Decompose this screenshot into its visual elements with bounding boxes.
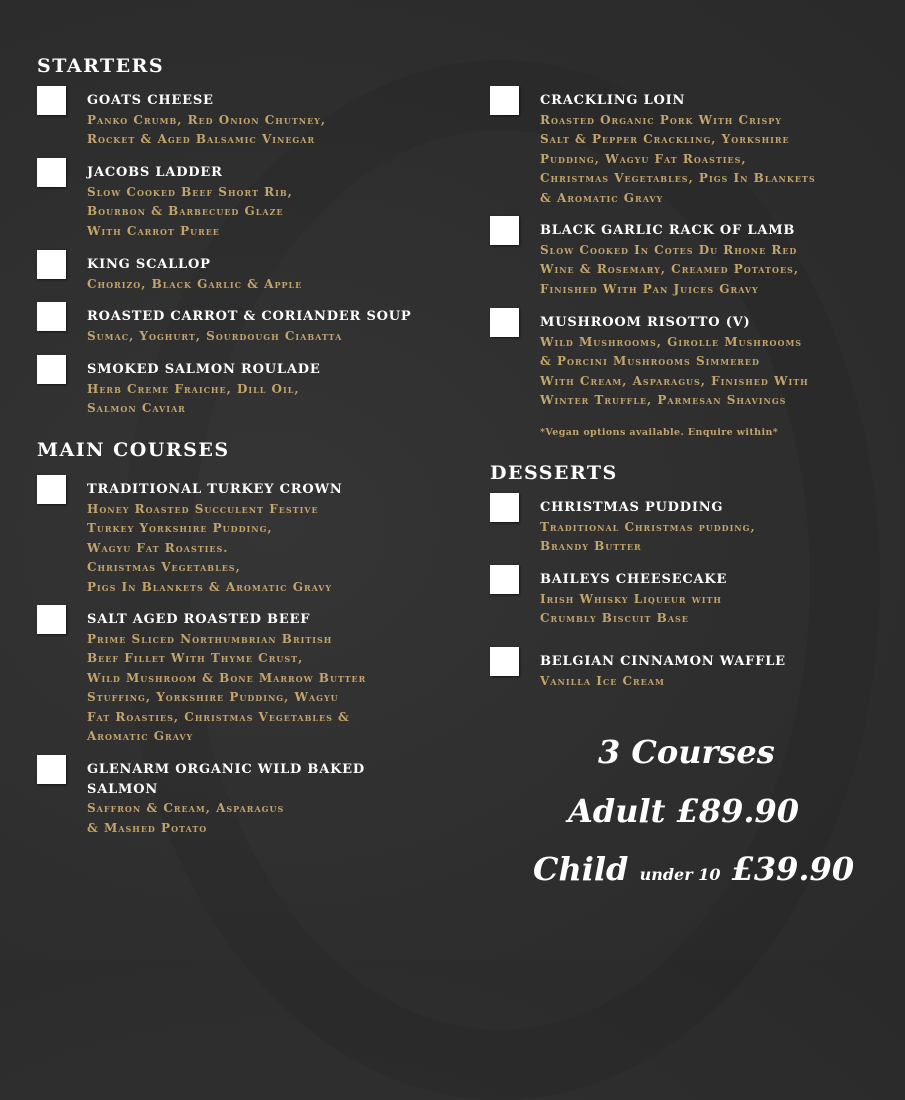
item-name: CHRISTMAS PUDDING bbox=[540, 500, 724, 515]
item-name: JACOBS LADDER bbox=[87, 165, 223, 180]
item-description: Saffron & Cream, Asparagus & Mashed Potato bbox=[87, 801, 285, 835]
item-description: Herb Creme Fraiche, Dill Oil, Salmon Caviar bbox=[87, 381, 300, 415]
menu-item bbox=[540, 498, 885, 557]
item-name: TRADITIONAL TURKEY CROWN bbox=[87, 482, 343, 497]
item-description: Panko Crumb, Red Onion Chutney, Rocket & Aged Balsamic Vinegar bbox=[87, 112, 327, 146]
item-name: KING SCALLOP bbox=[87, 257, 211, 272]
item-name: BELGIAN CINNAMON WAFFLE bbox=[540, 654, 786, 669]
item-name: CRACKLING LOIN bbox=[540, 93, 686, 108]
item-description: Honey Roasted Succulent Festive Turkey Yorkshire Pudding, Wagyu Fat Roasties. Christmas Vegetables, Pigs In Blankets & Aromatic Gravy bbox=[87, 501, 333, 594]
menu-item bbox=[87, 255, 427, 294]
select-checkbox[interactable] bbox=[490, 647, 519, 676]
select-checkbox[interactable] bbox=[490, 86, 519, 115]
vegan-note: *Vegan options available. Enquire within* bbox=[540, 427, 779, 438]
item-description: Roasted Organic Pork With Crispy Salt & Pepper Crackling, Yorkshire Pudding, Wagyu Fat Roasties, Christmas Vegetables, Pigs In Blankets & Aromatic Gravy bbox=[540, 112, 816, 205]
select-checkbox[interactable] bbox=[37, 605, 66, 634]
select-checkbox[interactable] bbox=[490, 565, 519, 594]
select-checkbox[interactable] bbox=[37, 475, 66, 504]
select-checkbox[interactable] bbox=[490, 308, 519, 337]
courses-label: 3 Courses bbox=[598, 733, 775, 771]
menu-item bbox=[540, 221, 885, 299]
menu-item bbox=[87, 760, 427, 838]
item-name: ROASTED CARROT & CORIANDER SOUP bbox=[87, 309, 412, 324]
main-courses-title: MAIN COURSES bbox=[37, 439, 230, 461]
child-price: £39.90 bbox=[731, 850, 855, 888]
item-description: Irish Whisky Liqueur with Crumbly Biscuit Base bbox=[540, 591, 722, 625]
menu-item bbox=[87, 163, 427, 241]
starters-title: STARTERS bbox=[37, 55, 165, 77]
select-checkbox[interactable] bbox=[37, 755, 66, 784]
item-description: Slow Cooked In Cotes Du Rhone Red Wine & Rosemary, Creamed Potatoes, Finished With Pan Juices Gravy bbox=[540, 242, 799, 296]
child-label: Child bbox=[533, 850, 629, 888]
menu-item bbox=[87, 307, 427, 346]
item-name: SALT AGED ROASTED BEEF bbox=[87, 612, 311, 627]
select-checkbox[interactable] bbox=[37, 250, 66, 279]
menu-item bbox=[540, 313, 885, 411]
select-checkbox[interactable] bbox=[37, 158, 66, 187]
menu-item bbox=[87, 610, 427, 747]
item-name: BLACK GARLIC RACK OF LAMB bbox=[540, 223, 796, 238]
select-checkbox[interactable] bbox=[490, 493, 519, 522]
select-checkbox[interactable] bbox=[490, 216, 519, 245]
item-name: BAILEYS CHEESECAKE bbox=[540, 572, 728, 587]
child-age-note: under 10 bbox=[639, 865, 721, 884]
item-description: Slow Cooked Beef Short Rib, Bourbon & Barbecued Glaze With Carrot Puree bbox=[87, 184, 293, 238]
menu-item bbox=[87, 360, 427, 419]
item-description: Sumac, Yoghurt, Sourdough Ciabatta bbox=[87, 328, 343, 343]
select-checkbox[interactable] bbox=[37, 86, 66, 115]
adult-price: Adult £89.90 bbox=[568, 792, 800, 830]
item-description: Wild Mushrooms, Girolle Mushrooms & Porcini Mushrooms Simmered With Cream, Asparagus, Finished With Winter Truffle, Parmesan Shavings bbox=[540, 334, 809, 407]
item-name: GLENARM ORGANIC WILD BAKED SALMON bbox=[87, 762, 365, 797]
select-checkbox[interactable] bbox=[37, 302, 66, 331]
child-price-line bbox=[533, 850, 854, 888]
item-name: GOATS CHEESE bbox=[87, 93, 214, 108]
menu-item bbox=[540, 570, 885, 629]
menu-item bbox=[87, 480, 427, 597]
item-description: Prime Sliced Northumbrian British Beef Fillet With Thyme Crust, Wild Mushroom & Bone Marrow Butter Stuffing, Yorkshire Pudding, Wagyu Fat Roasties, Christmas Vegetables & Aromatic Gravy bbox=[87, 631, 367, 743]
item-name: SMOKED SALMON ROULADE bbox=[87, 362, 321, 377]
menu-item bbox=[87, 91, 427, 150]
item-description: Traditional Christmas pudding, Brandy Butter bbox=[540, 519, 756, 553]
item-description: Chorizo, Black Garlic & Apple bbox=[87, 276, 303, 291]
menu-item bbox=[540, 652, 885, 691]
item-description: Vanilla Ice Cream bbox=[540, 673, 665, 688]
select-checkbox[interactable] bbox=[37, 355, 66, 384]
desserts-title: DESSERTS bbox=[490, 462, 618, 484]
item-name: MUSHROOM RISOTTO (V) bbox=[540, 315, 751, 330]
menu-item bbox=[540, 91, 885, 208]
